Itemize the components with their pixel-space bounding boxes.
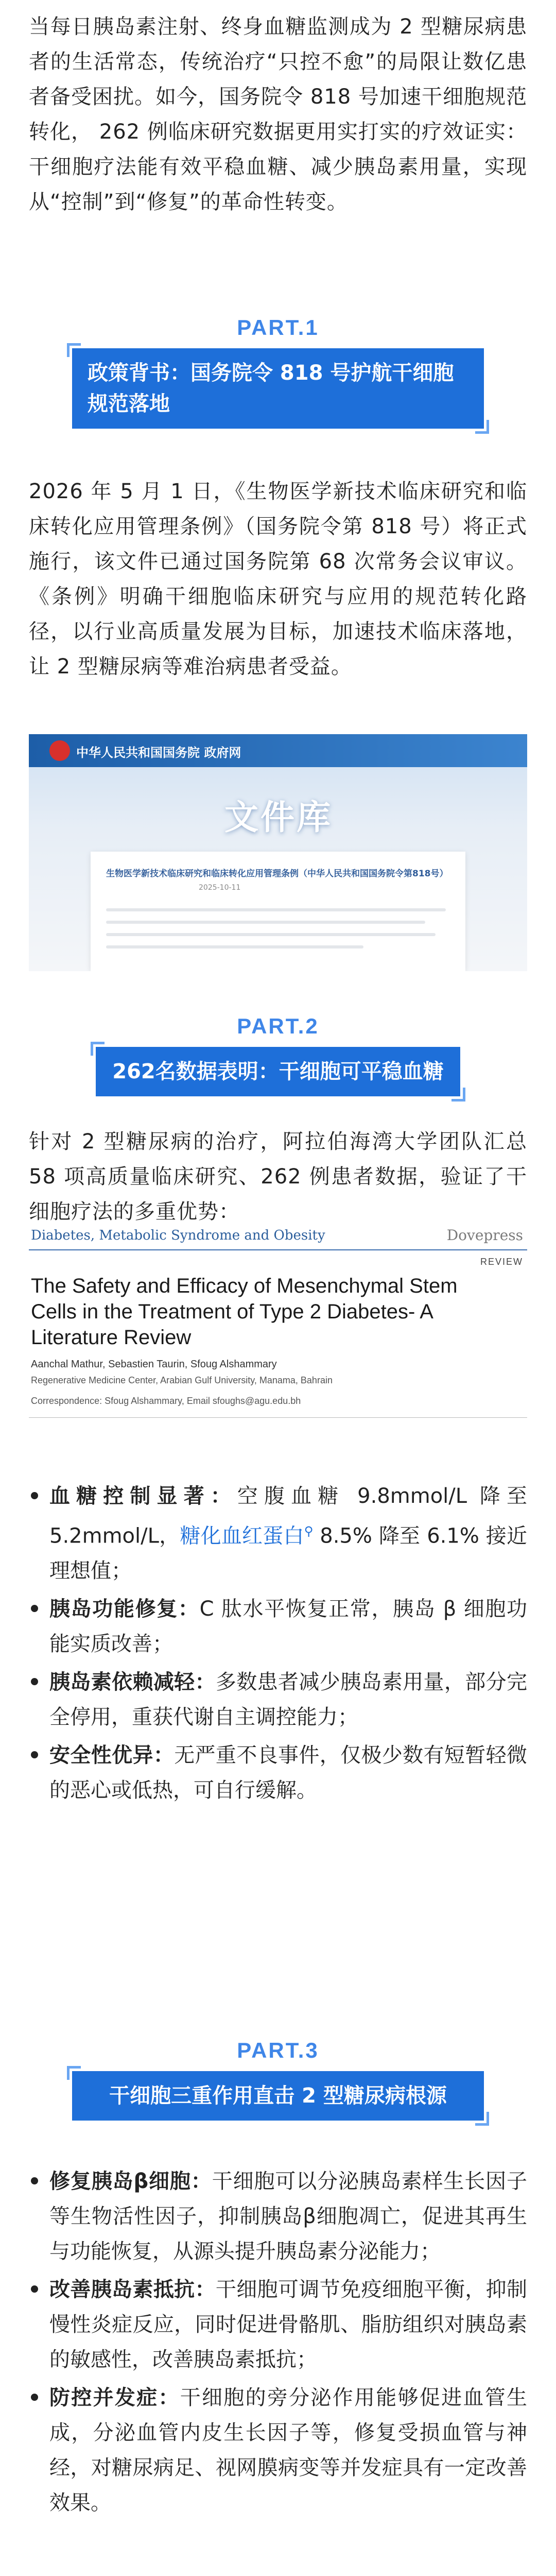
part1-paragraph: 2026 年 5 月 1 日，《生物医学新技术临床研究和临床转化应用管理条例》（国务院令第 818 号）将正式施行，该文件已通过国务院第 68 次常务会议审议。《条例》明确干细胞临床研究与应用的规范转化路径，以行业高质量发展为目标，加速技术临床落地，让 2 型糖尿病等难治病患者受益。 xyxy=(29,480,527,679)
gov-library-title: 文件库 xyxy=(224,798,333,837)
part2-benefit-list xyxy=(29,1479,527,1811)
text-line-placeholder xyxy=(106,921,425,924)
text-line-placeholder xyxy=(106,908,446,911)
paper-affiliation: Regenerative Medicine Center, Arabian Gulf University, Manama, Bahrain xyxy=(31,1375,333,1385)
gov-site-name: 中华人民共和国国务院 政府网 xyxy=(76,745,241,760)
banner-corner-decoration xyxy=(91,1042,105,1056)
bullet-title: 改善胰岛素抵抗： xyxy=(49,2278,216,2301)
gov-document-title: 生物医学新技术临床研究和临床转化应用管理条例（中华人民共和国国务院令第818号） xyxy=(106,869,448,879)
paper-journal: Diabetes, Metabolic Syndrome and Obesity xyxy=(31,1228,325,1243)
divider xyxy=(29,1249,527,1250)
list-item xyxy=(29,2380,527,2520)
paper-header-image xyxy=(29,1224,527,1455)
banner-corner-decoration xyxy=(67,2066,81,2080)
national-emblem-icon xyxy=(49,740,70,761)
text-line-placeholder xyxy=(106,933,436,936)
list-item xyxy=(29,1479,527,1588)
gov-document-image xyxy=(29,734,527,971)
part3-banner-text: 干细胞三重作用直击 2 型糖尿病根源 xyxy=(109,2084,447,2108)
part2-label: PART.2 xyxy=(237,1014,319,1038)
banner-corner-decoration xyxy=(67,343,81,357)
bullet-title: 胰岛素依赖减轻： xyxy=(49,1670,216,1694)
banner-corner-decoration xyxy=(475,2112,489,2126)
bullet-title: 修复胰岛β细胞： xyxy=(49,2170,212,2193)
list-item xyxy=(29,1665,527,1735)
hba1c-link[interactable]: 糖化血红蛋白 xyxy=(180,1524,304,1548)
gov-site-header xyxy=(29,734,527,767)
paper-correspondence: Correspondence: Sfoug Alshammary, Email sfoughs@agu.edu.bh xyxy=(31,1396,301,1406)
paper-title: The Safety and Efficacy of Mesenchymal Stem Cells in the Treatment of Type 2 Diabetes- A Literature Review xyxy=(31,1275,458,1349)
gov-document-card xyxy=(91,852,465,971)
gov-document-date: 2025-10-11 xyxy=(199,884,241,892)
bullet-title: 血糖控制显著： xyxy=(49,1484,237,1508)
part2-banner-text: 262名数据表明：干细胞可平稳血糖 xyxy=(112,1060,444,1083)
divider xyxy=(29,1417,527,1418)
bullet-text: 无严重不良事件，仅极少数有短暂轻微的恶心或低热，可自行缓解。 xyxy=(49,1743,528,1803)
banner-corner-decoration xyxy=(451,1088,465,1101)
bullet-title: 安全性优异： xyxy=(49,1743,175,1768)
bullet-title: 胰岛功能修复： xyxy=(49,1597,200,1621)
search-icon[interactable]: ⚲ xyxy=(304,1524,314,1538)
part2-banner xyxy=(96,1047,460,1096)
part2-paragraph: 针对 2 型糖尿病的治疗，阿拉伯海湾大学团队汇总 58 项高质量临床研究、262 例患者数据，验证了干细胞疗法的多重优势： xyxy=(29,1130,527,1224)
text-line-placeholder xyxy=(106,945,363,948)
list-item xyxy=(29,2272,527,2377)
banner-corner-decoration xyxy=(475,420,489,434)
bullet-title: 防控并发症： xyxy=(49,2386,180,2410)
bullet-text: 干细胞可调节免疫细胞平衡，抑制慢性炎症反应，同时促进骨骼肌、脂肪组织对胰岛素的敏感性，改善胰岛素抵抗； xyxy=(49,2278,528,2371)
bullet-text: 8.5% 降至 6.1% 接近理想值； xyxy=(49,1524,528,1583)
part3-mechanism-list xyxy=(29,2164,527,2523)
part3-banner xyxy=(72,2071,484,2121)
bullet-text: C 肽水平恢复正常，胰岛 β 细胞功能实质改善； xyxy=(49,1597,528,1656)
bullet-text: 干细胞可以分泌胰岛素样生长因子等生物活性因子，抑制胰岛β细胞凋亡，促进其再生与功能恢复，从源头提升胰岛素分泌能力； xyxy=(49,2170,528,2263)
intro-paragraph: 当每日胰岛素注射、终身血糖监测成为 2 型糖尿病患者的生活常态，传统治疗“只控不愈”的局限让数亿患者备受困扰。如今，国务院令 818 号加速干细胞规范转化， 262 例临床研究数据更用实打实的疗效证实：干细胞疗法能有效平稳血糖、减少胰岛素用量，实现从“控制”到“修复”的革命性转变。 xyxy=(29,15,527,214)
bullet-text: 干细胞的旁分泌作用能够促进血管生成，分泌血管内皮生长因子等，修复受损血管与神经，对糖尿病足、视网膜病变等并发症具有一定改善效果。 xyxy=(49,2386,528,2515)
list-item xyxy=(29,1738,527,1808)
paper-type: REVIEW xyxy=(480,1257,523,1267)
paper-authors: Aanchal Mathur, Sebastien Taurin, Sfoug Alshammary xyxy=(31,1359,277,1370)
part1-banner xyxy=(72,348,484,429)
list-item xyxy=(29,2164,527,2269)
paper-publisher: Dovepress xyxy=(446,1227,523,1244)
bullet-text: 多数患者减少胰岛素用量，部分完全停用，重获代谢自主调控能力； xyxy=(49,1670,528,1730)
bullet-text: 空腹血糖 9.8mmol/L 降至 5.2mmol/L， xyxy=(49,1484,527,1548)
part1-label: PART.1 xyxy=(237,315,319,340)
part3-label: PART.3 xyxy=(237,2038,319,2062)
part1-banner-text: 政策背书：国务院令 818 号护航干细胞规范落地 xyxy=(88,361,454,416)
list-item xyxy=(29,1591,527,1662)
